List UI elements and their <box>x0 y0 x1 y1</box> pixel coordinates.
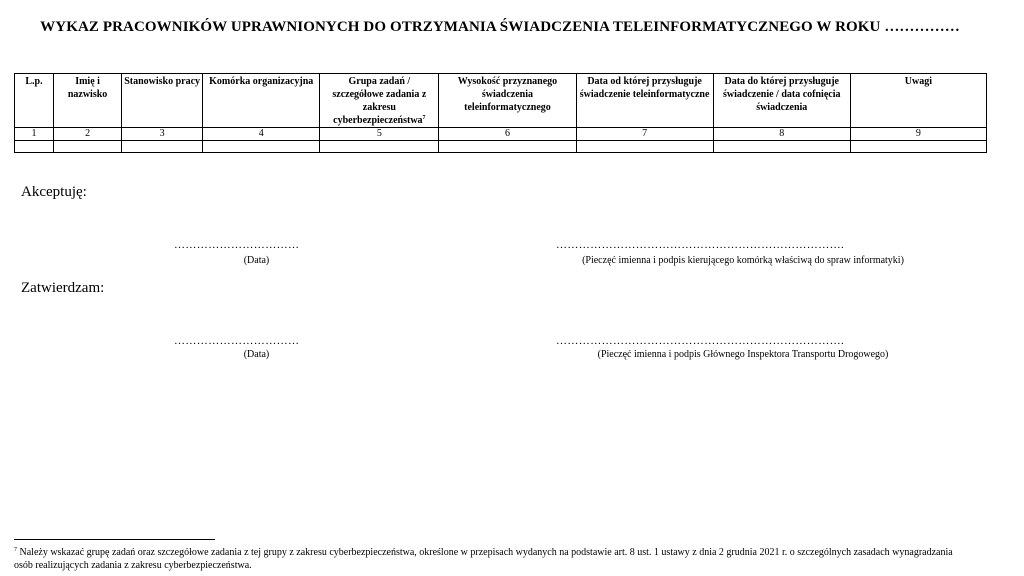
footnote-separator <box>14 539 215 540</box>
column-header-lp: L.p. <box>15 74 54 128</box>
column-header-name: Imię i nazwisko <box>54 74 122 128</box>
table-cell <box>320 141 439 153</box>
column-number: 9 <box>850 128 986 141</box>
table-cell <box>203 141 320 153</box>
column-number: 3 <box>122 128 203 141</box>
table-cell <box>576 141 713 153</box>
accept-signature-line: …………………………………………………………………. <box>556 239 845 251</box>
accept-signature-caption: (Pieczęć imienna i podpis kierującego komórką właściwą do spraw informatyki) <box>582 255 904 266</box>
employee-table <box>14 73 987 153</box>
footnote-text: Należy wskazać grupę zadań oraz szczegółowe zadania z tej grupy z zakresu cyberbezpieczeństwa, określone w przepisach wydanych na podstawie art. 8 ust. 1 ustawy z dnia 2 grudnia 2021 r. o szczególnych zasadach wynagradzania osób realizujących zadania z zakresu cyberbezpieczeństwa. <box>14 547 953 571</box>
column-number: 6 <box>439 128 576 141</box>
column-header-position: Stanowisko pracy <box>122 74 203 128</box>
column-number: 2 <box>54 128 122 141</box>
accept-date-line: …………………………… <box>174 239 300 251</box>
table-cell <box>439 141 576 153</box>
approve-signature-line: …………………………………………………………………. <box>556 335 845 347</box>
column-number: 8 <box>713 128 850 141</box>
column-header-date-from: Data od której przysługuje świadczenie teleinformatyczne <box>576 74 713 128</box>
column-number: 4 <box>203 128 320 141</box>
approve-date-caption: (Data) <box>243 349 270 360</box>
footnote-reference: 7 <box>422 115 426 121</box>
column-header-task-group: Grupa zadań / szczegółowe zadania z zakresu cyberbezpieczeństwa$^7$ <box>320 74 439 128</box>
column-number: 1 <box>15 128 54 141</box>
column-header-amount: Wysokość przyznanego świadczenia teleinformatycznego <box>439 74 576 128</box>
approve-signature-caption: (Pieczęć imienna i podpis Głównego Inspektora Transportu Drogowego) <box>597 349 889 360</box>
approve-date-line: …………………………… <box>174 335 300 347</box>
table-cell <box>122 141 203 153</box>
table-header-row <box>15 74 987 128</box>
accept-date-caption: (Data) <box>243 255 270 266</box>
column-header-date-to: Data do której przysługuje świadczenie / data cofnięcia świadczenia <box>713 74 850 128</box>
column-number: 5 <box>320 128 439 141</box>
table-cell <box>850 141 986 153</box>
table-number-row <box>15 128 987 141</box>
column-number: 7 <box>576 128 713 141</box>
footnote-marker: 7 <box>14 547 17 553</box>
footnote <box>14 546 974 572</box>
document-title: WYKAZ PRACOWNIKÓW UPRAWNIONYCH DO OTRZYMANIA ŚWIADCZENIA TELEINFORMATYCZNEGO W ROKU …………… <box>40 19 960 35</box>
column-header-unit: Komórka organizacyjna <box>203 74 320 128</box>
table-cell <box>15 141 54 153</box>
table-empty-row <box>15 141 987 153</box>
accept-label: Akceptuję: <box>21 184 87 200</box>
table-cell <box>713 141 850 153</box>
approve-label: Zatwierdzam: <box>21 280 105 296</box>
column-header-notes: Uwagi <box>850 74 986 128</box>
table-cell <box>54 141 122 153</box>
